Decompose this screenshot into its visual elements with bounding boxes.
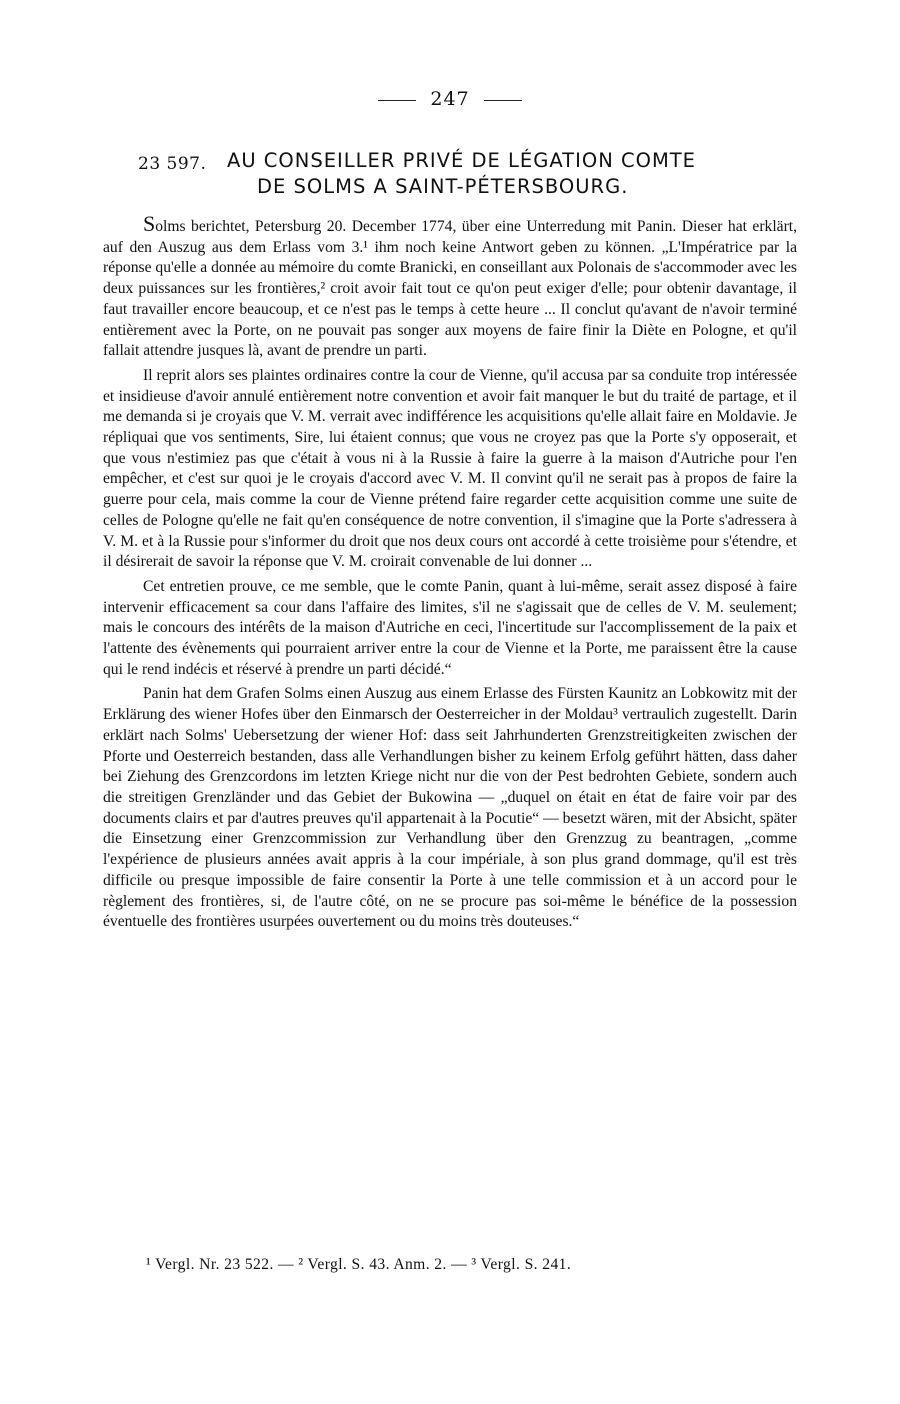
document-heading — [100, 148, 820, 200]
paragraph-text: olms berichtet, Petersburg 20. December 1774, über eine Unterredung mit Panin. Dieser hat erklärt, auf den Auszug aus dem Erlass vom 3.¹ ihm noch keine Antwort geben zu können. „L'Impératrice par la réponse qu'elle a donnée au mémoire du comte Branicki, en conseillant aux Polonais de s'accommoder avec les deux puissances sur les frontières,² croit avoir fait tout ce qu'on peut exiger d'elle; pour obtenir davantage, il faut travailler encore beaucoup, et ce n'est pas le temps à cette heure ... Il conclut qu'avant de n'avoir terminé entièrement avec la Porte, on ne pouvait pas songer aux moyens de faire finir la Diète en Pologne, et qu'il fallait attendre jusques là, avant de prendre un parti. — [103, 218, 797, 360]
title-line-2: DE SOLMS A SAINT-PÉTERSBOURG. — [257, 175, 629, 198]
drop-cap: S — [143, 211, 156, 236]
paragraph — [103, 211, 797, 362]
body-text — [103, 211, 797, 937]
paragraph: Cet entretien prouve, ce me semble, que le comte Panin, quant à lui-même, serait assez disposé à faire intervenir efficacement sa cour dans l'affaire des limites, s'il ne s'agissait que de celles de V. M. seulement; mais le concours des intérêts de la maison d'Autriche en ceci, l'incertitude sur l'accomplissement de la paix et l'attente des évènements qui pourraient arriver entre la cour de Vienne et la Porte, me paraissent être la cause qui le rend indécis et réservé à prendre un parti décidé.“ — [103, 577, 797, 678]
title-line-1: AU CONSEILLER PRIVÉ DE LÉGATION COMTE — [227, 149, 696, 172]
paragraph: Il reprit alors ses plaintes ordinaires contre la cour de Vienne, qu'il accusa par sa conduite trop intéressée et insidieuse d'avoir annulé entièrement notre convention et avoir fait manquer le but du traité de partage, et il me demanda si je croyais que V. M. verrait avec indifférence les acquisitions qu'elle allait faire en Moldavie. Je répliquai que vos sentiments, Sire, lui étaient connus; que vous ne croyez pas que la Porte s'y opposerait, et que vous n'estimiez pas que c'était à vous ni à la Russie à faire la guerre à la maison d'Autriche pour l'en empêcher, et c'est sur quoi je le croyais d'accord avec V. M. Il convint qu'il ne serait pas à propos de faire la guerre pour cela, mais comme la cour de Vienne prétend faire regarder cette acquisition comme une suite de celles de Pologne qu'elle ne fait qu'en conséquence de notre convention, il s'imagine que la Porte s'adressera à V. M. et à la Russie pour s'informer du droit que nos deux cours ont accordé à cette troisième pour s'étendre, et il désirerait de savoir la réponse que V. M. croirait convenable de lui donner ... — [103, 366, 797, 571]
paragraph: Panin hat dem Grafen Solms einen Auszug aus einem Erlasse des Fürsten Kaunitz an Lobkowitz mit der Erklärung des wiener Hofes über den Einmarsch der Oesterreicher in der Moldau³ vertraulich zugestellt. Darin erklärt nach Solms' Uebersetzung der wiener Hof: dass seit Jahrhunderten Grenzstreitigkeiten zwischen der Pforte und Oesterreich bestanden, dass alle Verhandlungen bisher zu keinem Erfolg geführt hätten, dass daher bei Ziehung des Grenzcordons im letzten Kriege nicht nur die von der Pest bedrohten Gebiete, sondern auch die streitigen Grenzländer und das Gebiet der Bukowina — „duquel on était en état de faire voir par des documents clairs et par d'autres preuves qu'il appartenait à la Pocutie“ — besetzt wären, mit der Absicht, später die Einsetzung einer Grenzcommission zur Verhandlung über den Grenzzug zu beantragen, „comme l'expérience de plusieurs années avait appris à la cour impériale, à son plus grand dommage, qu'il est très difficile ou presque impossible de faire consentir la Porte à une telle commission et à un accord pour le règlement des frontières, si, de l'autre côté, on ne se procure pas soi-même le bénéfice de la possession éventuelle des frontières usurpées ouvertement ou du moins très douteuses.“ — [103, 685, 797, 931]
footnotes: ¹ Vergl. Nr. 23 522. — ² Vergl. S. 43. Anm. 2. — ³ Vergl. S. 241. — [146, 1256, 572, 1273]
page-number-line — [0, 88, 900, 110]
document-number: 23 597. — [138, 154, 207, 174]
page-number: 247 — [430, 88, 470, 110]
divider — [484, 100, 522, 101]
divider — [378, 100, 416, 101]
